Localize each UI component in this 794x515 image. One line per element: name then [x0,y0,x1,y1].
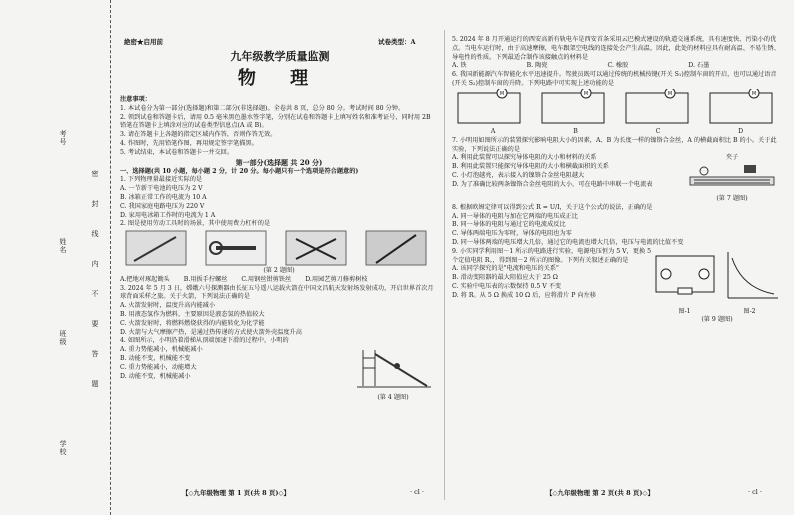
q9-option: D. 将 R。从 5 Ω 换成 10 Ω 后，应将滑片 P 向左移 [452,291,596,299]
q9-figures [652,248,782,325]
q3-option: A. 火箭发射时，温度升高内能减小 [120,302,216,310]
q6-label: A [490,127,496,135]
q4-slide-illustration [353,346,433,390]
q7-option: C. 小灯泡越亮，表示接入的镍铬合金丝电阻越大 [452,171,585,179]
q2-option: C.用钢丝钳剪铁丝 [241,275,292,283]
left-column [120,96,438,403]
binding-label-name: 姓名 [59,238,67,254]
q2-option: A.把地对琢起锄头 [120,275,170,283]
q4-option: B. 动能不变，机械能不变 [120,355,191,363]
q4-figure [348,346,438,403]
notes-heading: 注意事项： [120,96,151,103]
q6-label: D [738,127,744,135]
q6-label: C [655,127,661,135]
page-divider [444,30,445,500]
q1-option: B. 冰箱正常工作的电流为 10 A [120,193,207,201]
q6-labels [452,128,782,137]
q7-block [452,154,782,203]
note-item: 1. 本试卷分为第一部分(选择题)和第二部分(非选择题)。全卷共 8 页，总分 80 分。考试时间 80 分钟。 [120,104,405,112]
subject-title: 物 理 [237,68,323,89]
q9-text [452,248,652,325]
q5-option: D. 石墨 [688,62,710,70]
q8-option: D. 同一导体两端的电压增大几倍，通过它的电流也增大几倍，电压与电流的比值不变 [452,238,684,246]
binding-label-school: 学校 [59,440,67,456]
footer-mark-left: · cl · [410,488,424,496]
q5-options [452,62,782,71]
q7-option: D. 为了准确比较两条镍铬合金丝电阻的大小，可在电路中串联一个电流表 [452,180,653,188]
q3-option: D. 火箭与大气摩擦产热，是通过热传递的方式使火箭外壳温度升高 [120,328,302,336]
note-item: 5. 考试结束，本试卷和答题卡一并交回。 [120,148,234,156]
seal-char: 线 [91,230,99,238]
q7-caption: (第 7 题图) [716,194,748,202]
q9-caption: (第 9 题图) [701,316,733,324]
seal-char: 内 [91,260,99,268]
seal-char: 要 [91,320,99,328]
q8-stem: 8. 根据欧姆定律可以得到公式 R = U/I，关于这个公式的说法，正确的是 [452,203,653,211]
footer-right: 【◇九年级物理 第 2 页(共 8 页)◇】 [546,489,655,497]
q4-option: A. 重力势能减小，机械能减小 [120,346,203,354]
seal-char: 密 [91,170,99,178]
q1-option: C. 我国家庭电路电压为 220 V [120,202,205,210]
q7-option: B. 利用此装置只能探究导体电阻的大小和横截面积的关系 [452,163,609,171]
q8-option: B. 同一导体的电阻与通过它的电流成反比 [452,221,566,229]
q2-option: D.用园艺剪刀修剪树枝 [305,275,368,283]
q3-option: B. 用液态氢作为燃料，主要原因是液态氢的热值较大 [120,311,265,319]
seal-char: 封 [91,200,99,208]
q5-option: A. 铁 [452,62,467,70]
footer-left: 【◇九年级物理 第 1 页(共 8 页)◇】 [182,489,291,497]
q2-options [120,276,438,285]
confidential-label: 絶密★启用前 [124,38,163,46]
q6-circuits [452,89,782,137]
q4-options [120,346,348,403]
q6-circuit-diagrams [452,89,782,129]
q2-stem: 2. 图是使用劳动工具时的场景，其中使用费力杠杆的是 [120,220,271,228]
q9-fig2-label: 图-2 [743,307,756,315]
binding-label-exam-number: 考号 [59,130,67,146]
part1-heading: 第一部分(选择题 共 20 分) [235,157,323,167]
q4-caption: (第 4 题图) [377,394,409,402]
right-column [452,36,782,325]
seal-char: 答 [91,350,99,358]
q2-caption: (第 2 题图) [263,267,295,275]
seal-char: 不 [91,290,99,298]
note-item: 4. 作图时，先用铅笔作图，再用规定签字笔描黑。 [120,139,258,147]
q4-option: C. 重力势能减小，动能增大 [120,363,197,371]
q4-block [120,346,438,403]
note-item: 2. 领到试卷和答题卡后，请用 0.5 毫米黑色墨水签字笔，分别在试卷和答题卡上填写姓名和准考证号，同时用 2B 铅笔在答题卡上填涂对应的试卷类型信息点(A 或 B)。 [120,113,431,130]
q5-option: B. 陶瓷 [526,62,548,70]
q1-option: D. 家用电冰箱工作时的电流为 1 A [120,211,216,219]
footer-mark-right: · cl · [748,488,762,496]
q9-option: A. 该同学探究的是"电流和电压的关系" [452,265,559,273]
q7-options [452,154,682,203]
q5-stem: 5. 2024 年 8 月开通运行的西安高新有轨电车是西安首条采用云巴模式建设的轨道交通系统，具有速度快、污染小的优点。当电车运行时，由于高速摩擦，电车跟架空电线的连接处会产生高温，因此，此处的材料应具有耐高温、不易生锈、导电性的性质。下列最适合制作该接触点的材料是 [452,36,780,61]
q1-option: A. 一节新干电池的电压为 2 V [120,185,203,193]
q9-stem: 9. 小实同学利用图－1 所示的电路进行实验，电源电压恒为 5 V，更换 5 个定值电阻 R。，得到图－2 所示的图像。下列有关叙述正确的是 [452,247,652,264]
svg-text:M: M [583,90,589,97]
q9-fig1-label: 图-1 [678,307,691,315]
q5-option: C. 橡胶 [607,62,629,70]
q4-stem: 4. 如图所示，小明沿着滑梯从顶端加速下滑的过程中，小明的 [120,337,289,345]
exam-title: 九年级教学质量监测 [230,50,330,63]
q7-apparatus-illustration [684,163,780,191]
q3-option: C. 火箭发射时，将燃料燃烧获得的内能转化为化学能 [120,319,265,327]
q7-clip-label: 夹子 [725,154,739,162]
binding-label-class: 班级 [59,330,67,346]
q1-stem: 1. 下列物理量最接近实际的是 [120,176,203,184]
note-item: 3. 请在答题卡上各题的指定区域内作答，否则作答无效。 [120,131,277,139]
q8-option: A. 同一导体的电阻与加在它两端的电压成正比 [452,212,578,220]
svg-text:M: M [667,90,673,97]
paper-type-label: 试卷类型：A [378,38,416,46]
q9-circuit-and-graph [652,248,782,304]
q9-option: C. 实验中电压表的示数保持 0.5 V 不变 [452,282,562,290]
q2-figure [120,229,438,267]
svg-text:M: M [751,90,757,97]
svg-text:M: M [499,90,505,97]
q6-label: B [573,127,578,135]
q9-option: B. 滑动变阻器的最大阻值应大于 25 Ω [452,274,558,282]
q3-stem: 3. 2024 年 5 月 3 日，嫦娥六号探测器由长征五号遥八运载火箭在中国文昌航天发射场发射成功，开启世界首次月球背面采样之旅。关于火箭，下列说法正确的是 [120,284,434,301]
q2-option: B.用扳手拧螺丝 [183,275,228,283]
part1-instruction: 一、选择题(共 10 小题，每小题 2 分，计 20 分。每小题只有一个选项是符合题意的) [120,167,359,175]
q8-option: C. 导体两端电压为零时，导体的电阻也为零 [452,230,572,238]
q4-option: D. 动能不变，机械能减小 [120,372,191,380]
seal-char: 题 [91,380,99,388]
q7-option: A. 利用此装置可以探究导体电阻的大小和材料的关系 [452,154,597,162]
q6-stem: 6. 我国新能源汽车智能化水平迅速提升。驾驶员既可以通过传统的机械按键(开关 S₁)控制车窗的开启，也可以通过语音(开关 S₂)控制车窗的升降。下列电路中可实现上述功能的是 [452,71,777,87]
q2-tools-illustration [120,229,438,267]
binding-margin [0,0,111,515]
q9-block [452,248,782,325]
q7-stem: 7. 小明用如图所示的装置探究影响电阻大小的因素，A、B 为长度一样的镍铬合金丝，A 的横截面积比 B 的小。关于此实验，下列说法正确的是 [452,136,777,153]
q7-figure [682,154,782,203]
